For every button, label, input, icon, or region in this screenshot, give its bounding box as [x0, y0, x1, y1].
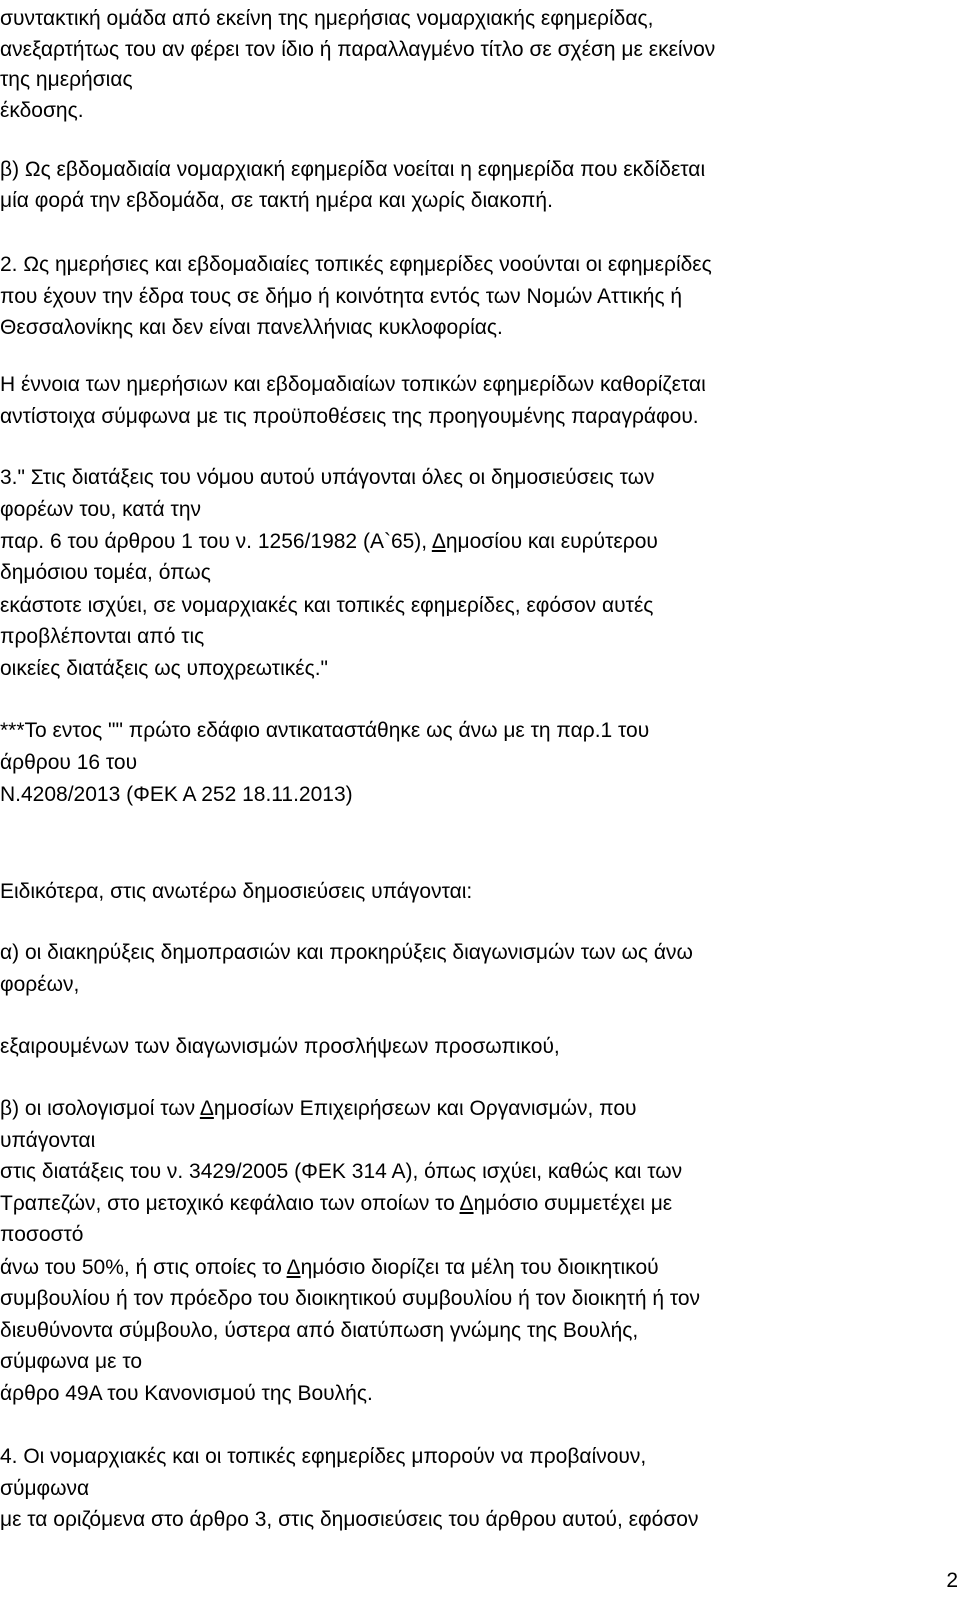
line-text: φορέων του, κατά την: [0, 498, 201, 521]
page-number: 2: [946, 1569, 958, 1592]
text-line: [0, 1189, 672, 1219]
line-text: άρθρο 49Α του Κανονισμού της Βουλής.: [0, 1382, 373, 1405]
line-text: Τραπεζών, στο μετοχικό κεφάλαιο των οποίων το: [0, 1192, 460, 1215]
underlined-letter: Δ: [431, 530, 446, 553]
line-text: οικείες διατάξεις ως υποχρεωτικές.": [0, 657, 329, 680]
line-text: αντίστοιχα σύμφωνα με τις προϋποθέσεις της προηγουμένης παραγράφου.: [0, 405, 699, 428]
text-line: [0, 1442, 646, 1472]
text-line: [0, 313, 503, 343]
line-text: ανεξαρτήτως του αν φέρει τον ίδιο ή παραλλαγμένο τίτλο σε σχέση με εκείνον: [0, 38, 716, 61]
text-line: [0, 654, 328, 684]
text-line: [0, 1032, 560, 1062]
line-text: ημοσίων Επιχειρήσεων και Οργανισμών, που: [213, 1097, 637, 1120]
line-text: δημόσιου τομέα, όπως: [0, 561, 211, 584]
line-text: συντακτική ομάδα από εκείνη της ημερήσιας νομαρχιακής εφημερίδας,: [0, 7, 654, 30]
line-text: ημοσίου και ευρύτερου: [445, 530, 658, 553]
text-line: [0, 282, 682, 312]
line-text: Θεσσαλονίκης και δεν είναι πανελλήνιας κυκλοφορίας.: [0, 316, 503, 339]
text-line: [0, 970, 79, 1000]
line-text: υπάγονται: [0, 1129, 96, 1152]
text-line: [0, 1126, 95, 1156]
line-text: β) οι ισολογισμοί των: [0, 1097, 200, 1120]
line-text: διευθύνοντα σύμβουλο, ύστερα από διατύπωση γνώμης της Βουλής,: [0, 1319, 639, 1342]
line-text: 3." Στις διατάξεις του νόμου αυτού υπάγονται όλες οι δημοσιεύσεις των: [0, 466, 655, 489]
text-line: [0, 402, 699, 432]
line-text: Ειδικότερα, στις ανωτέρω δημοσιεύσεις υπάγονται:: [0, 880, 473, 903]
text-line: [0, 622, 204, 652]
line-text: ***Το εντος "" πρώτο εδάφιο αντικαταστάθηκε ως άνω με τη παρ.1 του: [0, 719, 650, 742]
line-text: 4. Οι νομαρχιακές και οι τοπικές εφημερίδες μπορούν να προβαίνουν,: [0, 1445, 647, 1468]
text-line: [0, 527, 658, 557]
text-line: [0, 716, 649, 746]
line-text: ημόσιο διορίζει τα μέλη του διοικητικού: [300, 1256, 659, 1279]
text-line: [0, 1379, 373, 1409]
line-text: συμβουλίου ή τον πρόεδρο του διοικητικού συμβουλίου ή τον διοικητή ή τον: [0, 1287, 701, 1310]
text-line: [0, 35, 715, 65]
line-text: έκδοσης.: [0, 99, 84, 122]
text-line: [0, 96, 84, 126]
text-line: [0, 1094, 637, 1124]
text-line: [0, 1157, 682, 1187]
line-text: σύμφωνα: [0, 1477, 90, 1500]
text-line: [0, 495, 201, 525]
text-line: [0, 65, 133, 95]
text-line: [0, 1220, 83, 1250]
text-line: [0, 463, 654, 493]
line-text: φορέων,: [0, 973, 80, 996]
line-text: εκάστοτε ισχύει, σε νομαρχιακές και τοπικές εφημερίδες, εφόσον αυτές: [0, 594, 654, 617]
line-text: άρθρου 16 του: [0, 751, 138, 774]
text-line: [0, 1316, 638, 1346]
line-text: Ν.4208/2013 (ΦΕΚ Α 252 18.11.2013): [0, 783, 353, 806]
underlined-letter: Δ: [459, 1192, 474, 1215]
text-line: [0, 877, 472, 907]
text-line: [0, 748, 137, 778]
text-line: [0, 186, 553, 216]
underlined-letter: Δ: [286, 1256, 301, 1279]
text-line: [0, 4, 653, 34]
text-line: [0, 155, 705, 185]
text-line: [0, 1505, 698, 1535]
line-text: της ημερήσιας: [0, 68, 133, 91]
line-text: ημόσιο συμμετέχει με: [473, 1192, 673, 1215]
text-line: [0, 780, 353, 810]
line-text: που έχουν την έδρα τους σε δήμο ή κοινότητα εντός των Νομών Αττικής ή: [0, 285, 683, 308]
line-text: παρ. 6 του άρθρου 1 του ν. 1256/1982 (Α`65),: [0, 530, 432, 553]
line-text: άνω του 50%, ή στις οποίες το: [0, 1256, 287, 1279]
line-text: α) οι διακηρύξεις δημοπρασιών και προκηρύξεις διαγωνισμών των ως άνω: [0, 941, 693, 964]
line-text: στις διατάξεις του ν. 3429/2005 (ΦΕΚ 314 Α), όπως ισχύει, καθώς και των: [0, 1160, 683, 1183]
line-text: 2. Ως ημερήσιες και εβδομαδιαίες τοπικές εφημερίδες νοούνται οι εφημερίδες: [0, 253, 712, 276]
line-text: Η έννοια των ημερήσιων και εβδομαδιαίων τοπικών εφημερίδων καθορίζεται: [0, 373, 706, 396]
text-line: [0, 1253, 659, 1283]
line-text: μία φορά την εβδομάδα, σε τακτή ημέρα και χωρίς διακοπή.: [0, 189, 553, 212]
text-line: [0, 1284, 700, 1314]
text-line: [0, 370, 706, 400]
text-line: [0, 558, 211, 588]
line-text: β) Ως εβδομαδιαία νομαρχιακή εφημερίδα νοείται η εφημερίδα που εκδίδεται: [0, 158, 706, 181]
text-line: [0, 250, 712, 280]
underlined-letter: Δ: [199, 1097, 214, 1120]
line-text: προβλέπονται από τις: [0, 625, 205, 648]
line-text: σύμφωνα με το: [0, 1350, 143, 1373]
text-line: [0, 1347, 142, 1377]
line-text: με τα οριζόμενα στο άρθρο 3, στις δημοσιεύσεις του άρθρου αυτού, εφόσον: [0, 1508, 699, 1531]
text-line: [0, 938, 693, 968]
line-text: εξαιρουμένων των διαγωνισμών προσλήψεων προσωπικού,: [0, 1035, 560, 1058]
text-line: [0, 591, 653, 621]
line-text: ποσοστό: [0, 1223, 84, 1246]
text-line: [0, 1474, 89, 1504]
